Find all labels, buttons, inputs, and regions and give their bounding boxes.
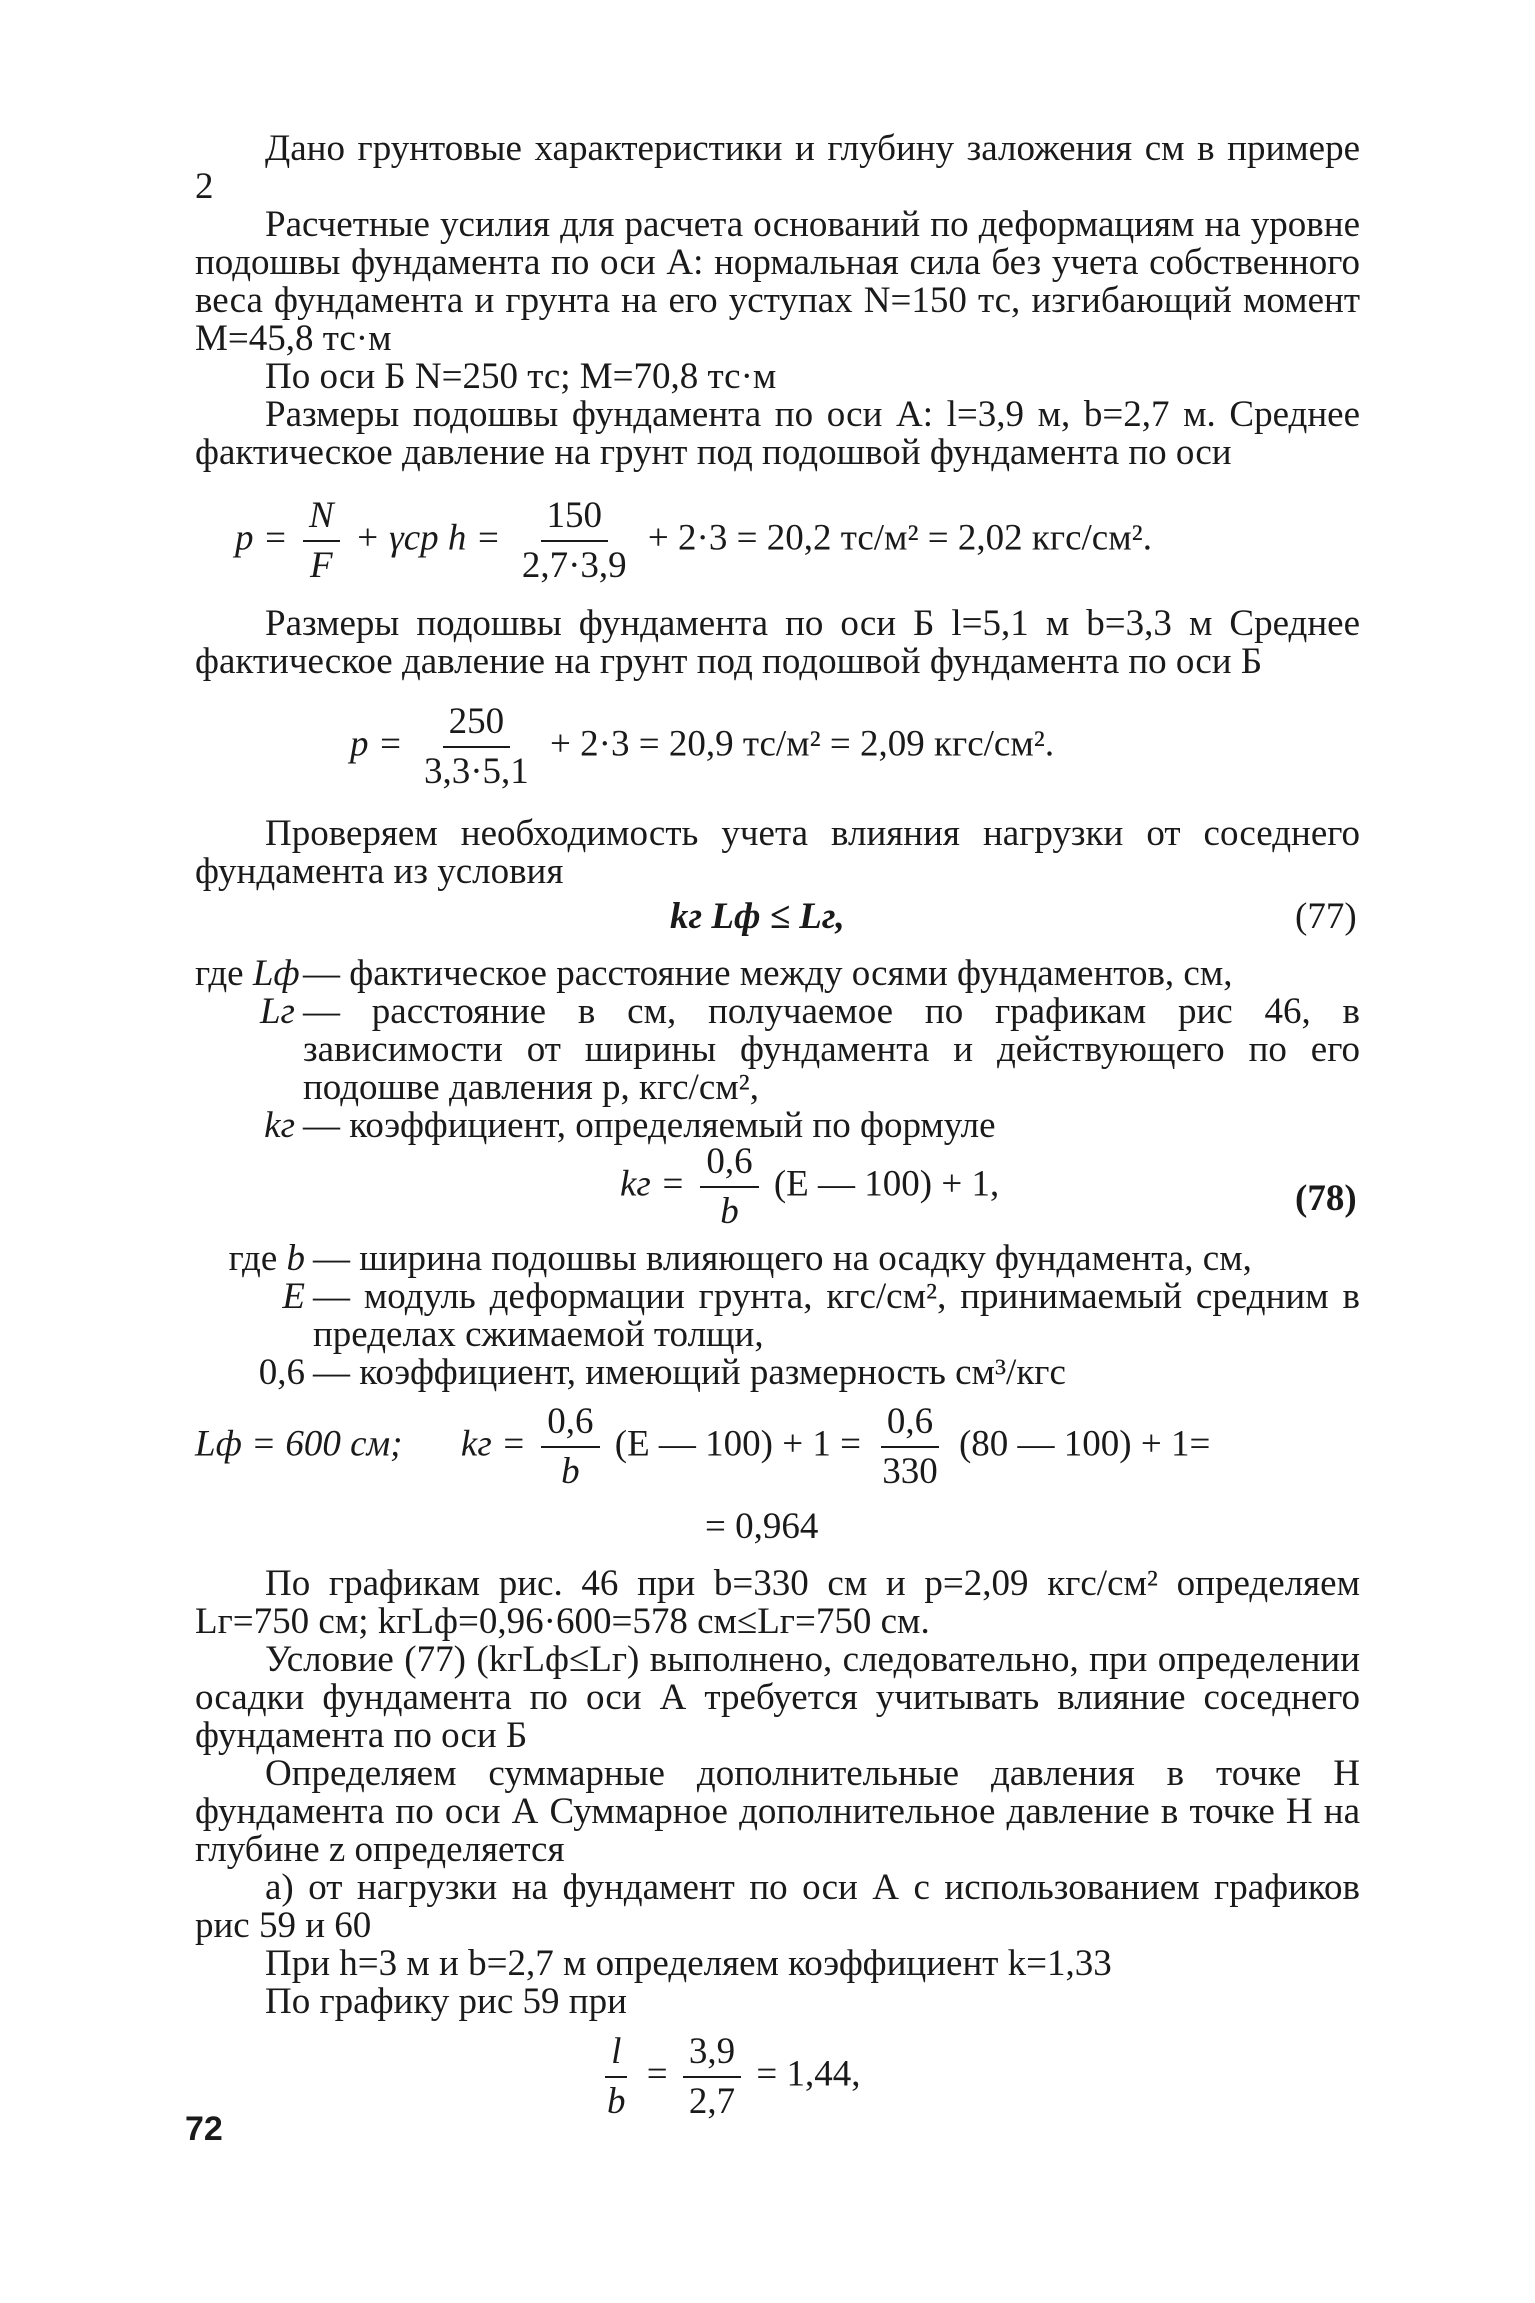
formula-rhs: = 1,44, xyxy=(756,2053,861,2095)
fraction xyxy=(516,494,633,588)
definitions-77 xyxy=(195,955,1360,1145)
definition-term-wrap xyxy=(195,993,295,1031)
fraction-numerator: 0,6 xyxy=(700,1140,758,1188)
fraction-denominator: b xyxy=(561,1451,580,1492)
definition-desc: — коэффициент, определяемый по формуле xyxy=(303,1105,996,1146)
formula-term: (E — 100) + 1 = xyxy=(614,1423,861,1465)
fraction-denominator: F xyxy=(310,545,333,586)
definition-row xyxy=(195,1354,1360,1392)
definition-desc: — расстояние в см, получаемое по графикам рис 46, в зависимости от ширины фундамента и действующего по его подошве давления p, кгс/см², xyxy=(303,991,1360,1108)
fraction-numerator: N xyxy=(303,494,340,542)
definition-desc: — фактическое расстояние между осями фундаментов, см, xyxy=(303,953,1233,994)
definition-row xyxy=(195,1278,1360,1354)
paragraph-design-forces: Расчетные усилия для расчета оснований по деформациям на уровне подошвы фундамента по оси А: нормальная сила без учета собственного веса фундамента и грунта на его уступах N=150 тс, изгибающий момент М=45,8 тс·м xyxy=(195,204,1360,359)
fraction xyxy=(683,2030,741,2124)
definition-term: 0,6 xyxy=(258,1352,305,1393)
definition-lead-text: где xyxy=(195,953,244,994)
fraction-denominator: 2,7 xyxy=(688,2081,736,2122)
paragraph-axis-b-forces: По оси Б N=250 тс; М=70,8 тс·м xyxy=(265,356,777,397)
fraction xyxy=(418,700,535,794)
paragraph-additional-pressures: Определяем суммарные дополнительные давления в точке Н фундамента по оси А Суммарное дополнительное давление в точке Н на глубине z определяется xyxy=(195,1753,1360,1870)
formula-kg-result: = 0,964 xyxy=(705,1506,819,1547)
formula-rhs: (E — 100) + 1, xyxy=(773,1163,1000,1205)
formula-equals: = xyxy=(646,2053,668,2095)
fraction xyxy=(541,1400,599,1494)
equation-number-78: (78) xyxy=(1295,1178,1357,1219)
formula-lhs: p = xyxy=(350,723,403,765)
formula-ratio xyxy=(595,2030,861,2124)
definition-term-wrap xyxy=(195,1354,305,1392)
definition-lead xyxy=(195,953,300,994)
formula-term: + γср h = xyxy=(354,517,501,559)
fraction xyxy=(876,1400,944,1494)
definition-term-wrap xyxy=(195,1278,305,1316)
fraction xyxy=(700,1140,758,1234)
fraction-numerator: 150 xyxy=(541,494,609,542)
fraction-denominator: 2,7·3,9 xyxy=(521,545,627,586)
definition-lead-text: где xyxy=(228,1238,278,1279)
definition-row xyxy=(195,1240,1360,1278)
fraction xyxy=(601,2030,632,2124)
formula-pressure-a xyxy=(235,494,1152,588)
fraction-numerator: 3,9 xyxy=(683,2030,741,2078)
formula-pressure-b xyxy=(350,700,1054,794)
definition-desc: — модуль деформации грунта, кгс/см², принимаемый средним в пределах сжимаемой толщи, xyxy=(313,1276,1360,1355)
definition-term: b xyxy=(286,1238,305,1279)
formula-rhs: + 2·3 = 20,9 тс/м² = 2,09 кгс/см². xyxy=(550,723,1055,765)
definition-term: E xyxy=(282,1276,305,1317)
paragraph-condition-77: Условие (77) (kгLф≤Lг) выполнено, следовательно, при определении осадки фундамента по оси А требуется учитывать влияние соседнего фундамента по оси Б xyxy=(195,1639,1360,1756)
paragraph-given-data: Дано грунтовые характеристики и глубину заложения см в примере 2 xyxy=(195,128,1360,207)
paragraph-check-influence: Проверяем необходимость учета влияния нагрузки от соседнего фундамента из условия xyxy=(195,813,1360,892)
paragraph-footing-size-b: Размеры подошвы фундамента по оси Б l=5,1 м b=3,3 м Среднее фактическое давление на грунт под подошвой фундамента по оси Б xyxy=(195,603,1360,682)
paragraph-footing-size-a: Размеры подошвы фундамента по оси А: l=3,9 м, b=2,7 м. Среднее фактическое давление на грунт под подошвой фундамента по оси xyxy=(195,394,1360,473)
paragraph-load-axis-a: а) от нагрузки на фундамент по оси А с использованием графиков рис 59 и 60 xyxy=(195,1867,1360,1946)
fraction-denominator: 330 xyxy=(882,1451,938,1492)
formula-78 xyxy=(620,1140,999,1234)
formula-expression: kг Lф ≤ Lг, xyxy=(670,896,845,937)
fraction-numerator: 0,6 xyxy=(881,1400,939,1448)
fraction-denominator: 3,3·5,1 xyxy=(423,751,529,792)
formula-lhs: p = xyxy=(235,517,288,559)
fraction-numerator: 0,6 xyxy=(541,1400,599,1448)
formula-lf: Lф = 600 см; xyxy=(195,1423,403,1465)
formula-rhs: (80 — 100) + 1= xyxy=(958,1423,1211,1465)
definition-row xyxy=(195,993,1360,1107)
definition-term: kг xyxy=(264,1105,295,1146)
paragraph-coefficient-k: При h=3 м и b=2,7 м определяем коэффициент k=1,33 xyxy=(265,1943,1112,1984)
fraction-denominator: b xyxy=(607,2081,626,2122)
formula-77 xyxy=(670,898,845,936)
definition-desc: — ширина подошвы влияющего на осадку фундамента, см, xyxy=(313,1238,1252,1279)
definition-lead xyxy=(195,1240,305,1278)
definitions-78 xyxy=(195,1240,1360,1392)
definition-term-wrap xyxy=(195,1107,295,1145)
page-number: 72 xyxy=(185,2110,223,2148)
paragraph-graphs-46: По графикам рис. 46 при b=330 см и p=2,09 кгс/см² определяем Lг=750 см; kгLф=0,96·600=578 см≤Lг=750 см. xyxy=(195,1563,1360,1642)
fraction-numerator: l xyxy=(605,2030,627,2078)
fraction xyxy=(303,494,340,588)
fraction-numerator: 250 xyxy=(443,700,511,748)
definition-term: Lф xyxy=(252,953,300,994)
paragraph-graph-59: По графику рис 59 при xyxy=(265,1981,627,2022)
definition-desc: — коэффициент, имеющий размерность см³/кгс xyxy=(313,1352,1066,1393)
fraction-denominator: b xyxy=(720,1191,739,1232)
equation-number-77: (77) xyxy=(1295,896,1357,937)
definition-row xyxy=(195,955,1360,993)
formula-rhs: + 2·3 = 20,2 тс/м² = 2,02 кгс/см². xyxy=(647,517,1152,559)
definition-term: Lг xyxy=(259,991,295,1032)
formula-kg-calculation xyxy=(195,1400,1210,1494)
formula-kg: kг = xyxy=(460,1423,526,1465)
formula-lhs: kг = xyxy=(620,1163,686,1205)
